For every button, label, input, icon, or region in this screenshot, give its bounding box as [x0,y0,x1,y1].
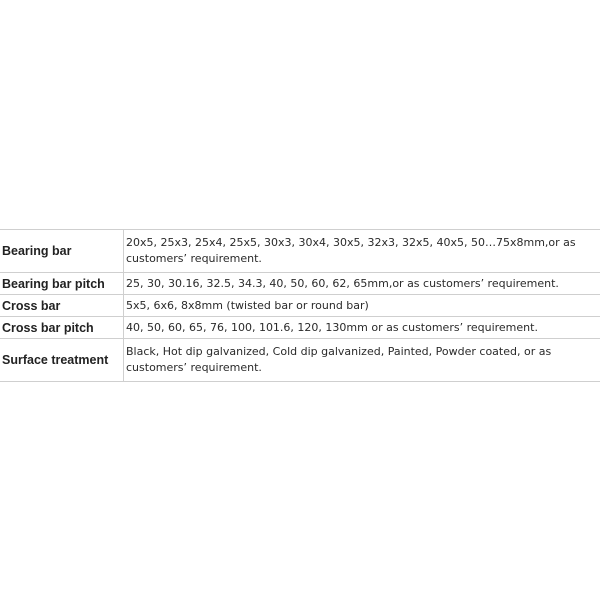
row-value: 5x5, 6x6, 8x8mm (twisted bar or round bar) [124,295,600,317]
row-value: 40, 50, 60, 65, 76, 100, 101.6, 120, 130mm or as customers’ requirement. [124,317,600,339]
table-row [0,317,600,339]
row-label: Surface treatment [0,339,124,382]
specification-table [0,229,600,382]
row-label: Cross bar pitch [0,317,124,339]
table-row [0,230,600,273]
row-value: 25, 30, 30.16, 32.5, 34.3, 40, 50, 60, 62, 65mm,or as customers’ requirement. [124,273,600,295]
row-label: Cross bar [0,295,124,317]
row-label: Bearing bar [0,230,124,273]
table-row [0,273,600,295]
row-value: Black, Hot dip galvanized, Cold dip galvanized, Painted, Powder coated, or as customers’ requirement. [124,339,600,382]
table-row [0,339,600,382]
table-row [0,295,600,317]
row-value: 20x5, 25x3, 25x4, 25x5, 30x3, 30x4, 30x5, 32x3, 32x5, 40x5, 50…75x8mm,or as customers’ requirement. [124,230,600,273]
row-label: Bearing bar pitch [0,273,124,295]
